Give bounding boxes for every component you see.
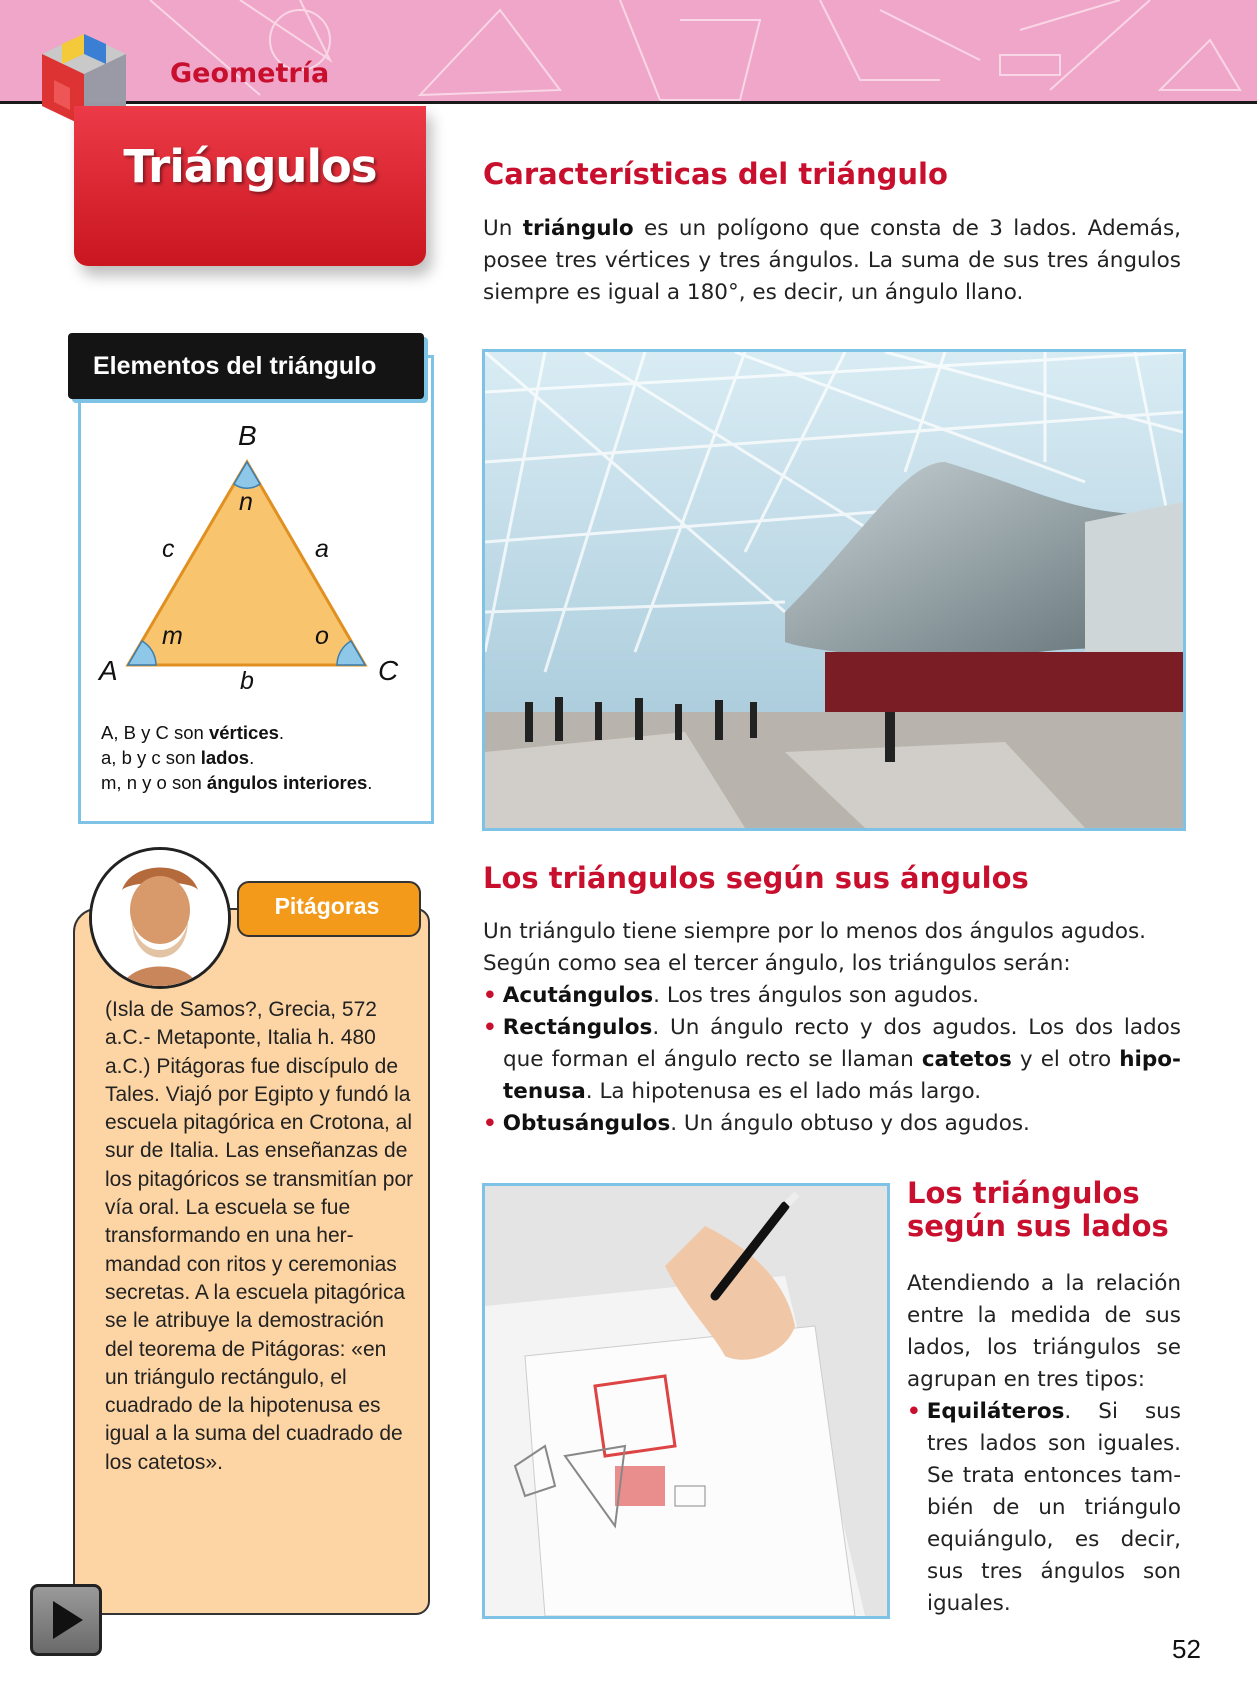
note-vertices: A, B y C son vértices. — [101, 722, 285, 743]
pythagoras-portrait — [89, 847, 231, 989]
angles-text — [483, 916, 1181, 1140]
vertex-c-label: C — [378, 655, 399, 686]
elements-box-title: Elementos del triángulo — [93, 352, 377, 380]
elements-notes — [101, 720, 372, 795]
header-rule — [0, 101, 1257, 104]
section-label: Geometría — [170, 58, 330, 89]
characteristics-heading: Características del triángulo — [483, 157, 948, 191]
characteristics-text: Un triángulo es un polígono que consta de 3 lados. Además, posee tres vértices y tres ángulos. La suma de sus tres ángulos siempre es igual a 180°, es decir, un ángulo llano. — [483, 216, 1182, 305]
list-item-acute: • Acutángulos. Los tres ángulos son agudos. — [483, 983, 980, 1008]
biography-name: Pitágoras — [274, 893, 380, 919]
angles-heading: Los triángulos según sus ángulos — [483, 861, 1029, 895]
drawing-photo — [482, 1183, 890, 1619]
sides-heading: Los triángulos según sus lados — [907, 1176, 1169, 1243]
page-title: Triángulos — [123, 140, 377, 193]
angles-intro: Un triángulo tiene siempre por lo menos dos ángulos agudos. Según como sea el tercer ángulo, los triángulos serán: — [483, 919, 1147, 976]
sides-text — [907, 1268, 1181, 1620]
page-number: 52 — [1172, 1634, 1201, 1664]
note-sides: a, b y c son lados. — [101, 747, 255, 768]
angle-m-label: m — [162, 622, 183, 650]
play-button[interactable] — [30, 1584, 102, 1656]
play-icon — [33, 1587, 99, 1653]
side-b-label: b — [240, 667, 254, 695]
angle-n-label: n — [239, 488, 253, 516]
angle-o-label: o — [315, 622, 329, 650]
side-a-label: a — [315, 535, 329, 563]
list-item-obtuse: • Obtusángulos. Un ángulo obtuso y dos agudos. — [483, 1111, 1030, 1136]
side-c-label: c — [162, 535, 175, 563]
list-item-right: • Rectángulos. Un ángulo recto y dos agudos. Los dos lados que forman el ángulo recto se llaman catetos y el otro hipotenusa. La hipotenusa es el lado más largo. — [483, 1015, 1181, 1104]
biography-text: (Isla de Samos?, Grecia, 572 a.C.- Metaponte, Italia h. 480 a.C.) Pitágoras fue discípulo de Tales. Viajó por Egipto y fundó la escuela pitagórica en Crotona, al sur de Italia. Las enseñanzas de los pitagóricos se transmitían por vía oral. La escuela se fue transformando en una hermandad con ritos y ceremonias secretas. A la escuela pitagórica se le atribuye la demostración del teorema de Pitágoras: «en un triángulo rectángulo, el cuadrado de la hipotenusa es igual a la suma del cuadrado de los catetos». — [105, 998, 414, 1474]
architecture-photo — [482, 349, 1186, 831]
vertex-b-label: B — [238, 420, 257, 451]
sides-intro: Atendiendo a la relación entre la medida de sus lados, los triángulos se agrupan en tres tipos: — [907, 1271, 1181, 1392]
note-angles: m, n y o son ángulos interiores. — [101, 772, 373, 793]
vertex-a-label: A — [99, 655, 118, 686]
list-item-equilateral: • Equiláteros. Si sus tres lados son iguales. Se trata entonces también de un triángulo equiángulo, es decir, sus tres ángulos son iguales. — [907, 1399, 1181, 1616]
